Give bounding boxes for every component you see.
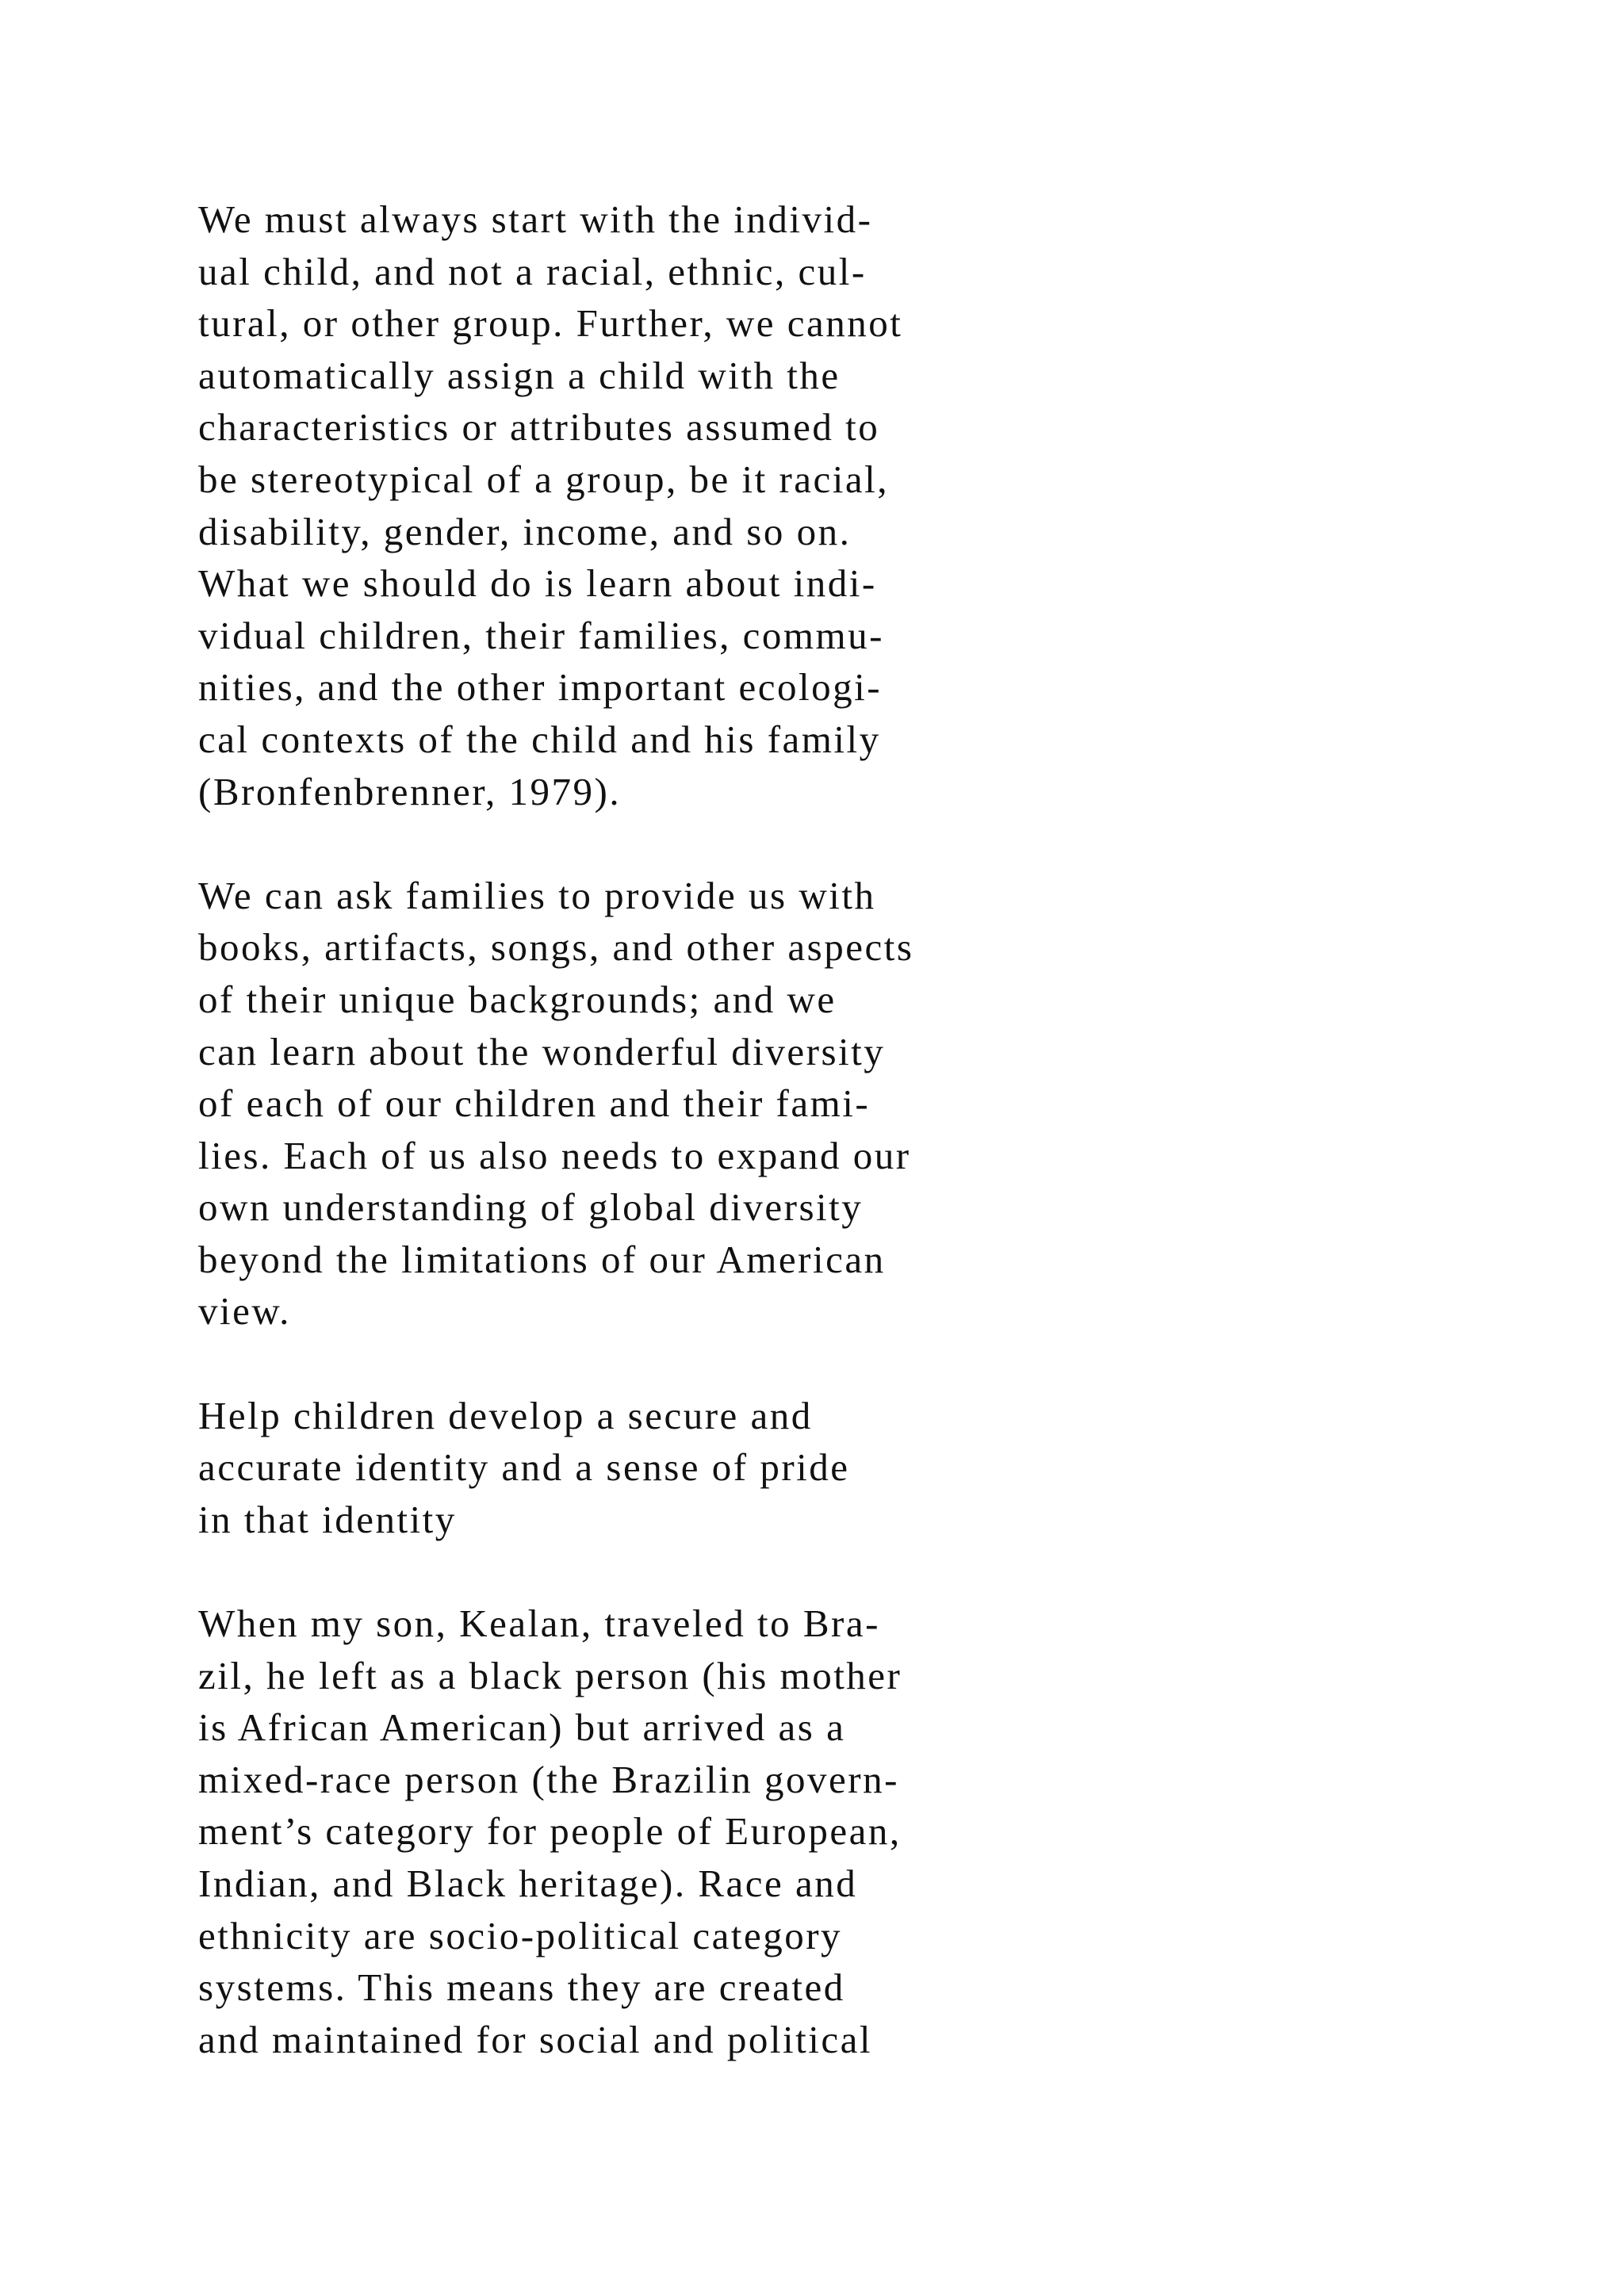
text-line: ment’s category for people of European, bbox=[198, 1809, 902, 1854]
paragraph-individual-child bbox=[198, 193, 1229, 817]
text-column bbox=[198, 193, 1229, 2065]
text-line: When my son, Kealan, traveled to Bra- bbox=[198, 1601, 880, 1646]
paragraph-brazil-story bbox=[198, 1598, 1229, 2065]
text-line: view. bbox=[198, 1289, 291, 1334]
text-line: can learn about the wonderful diversity bbox=[198, 1029, 886, 1073]
text-line: automatically assign a child with the bbox=[198, 353, 841, 397]
paragraph-spacer bbox=[198, 1545, 1229, 1598]
text-line: characteristics or attributes assumed to bbox=[198, 405, 880, 450]
paragraph-families-diversity bbox=[198, 870, 1229, 1337]
text-line: cal contexts of the child and his family bbox=[198, 717, 881, 761]
paragraph-spacer bbox=[198, 817, 1229, 870]
paragraph-secure-identity bbox=[198, 1390, 1229, 1546]
text-line: ual child, and not a racial, ethnic, cul- bbox=[198, 249, 867, 293]
text-line: vidual children, their families, commu- bbox=[198, 613, 884, 657]
text-line: Indian, and Black heritage). Race and bbox=[198, 1862, 858, 1905]
text-line: zil, he left as a black person (his mother bbox=[198, 1653, 902, 1697]
text-line: accurate identity and a sense of pride bbox=[198, 1445, 850, 1490]
text-line: nities, and the other important ecologi- bbox=[198, 665, 883, 710]
text-line: own understanding of global diversity bbox=[198, 1185, 864, 1230]
text-line: What we should do is learn about indi- bbox=[198, 561, 877, 606]
text-line: mixed-race person (the Brazilin govern- bbox=[198, 1757, 899, 1801]
text-line: We must always start with the individ- bbox=[198, 197, 873, 241]
text-line: disability, gender, income, and so on. bbox=[198, 509, 852, 553]
text-line: (Bronfenbrenner, 1979). bbox=[198, 769, 622, 813]
text-line: in that identity bbox=[198, 1497, 457, 1541]
text-line: be stereotypical of a group, be it racial, bbox=[198, 457, 889, 501]
text-line: of their unique backgrounds; and we bbox=[198, 977, 837, 1021]
text-line: books, artifacts, songs, and other aspects bbox=[198, 925, 914, 970]
text-line: and maintained for social and political bbox=[198, 2017, 872, 2061]
text-line: ethnicity are socio-political category bbox=[198, 1913, 843, 1957]
text-line: of each of our children and their fami- bbox=[198, 1081, 871, 1126]
text-line: beyond the limitations of our American bbox=[198, 1237, 886, 1281]
text-line: Help children develop a secure and bbox=[198, 1393, 813, 1437]
text-line: We can ask families to provide us with bbox=[198, 873, 876, 917]
text-line: is African American) but arrived as a bbox=[198, 1705, 846, 1750]
paragraph-spacer bbox=[198, 1337, 1229, 1390]
text-line: systems. This means they are created bbox=[198, 1965, 845, 2010]
text-line: tural, or other group. Further, we cannot bbox=[198, 301, 903, 346]
text-line: lies. Each of us also needs to expand our bbox=[198, 1133, 911, 1177]
